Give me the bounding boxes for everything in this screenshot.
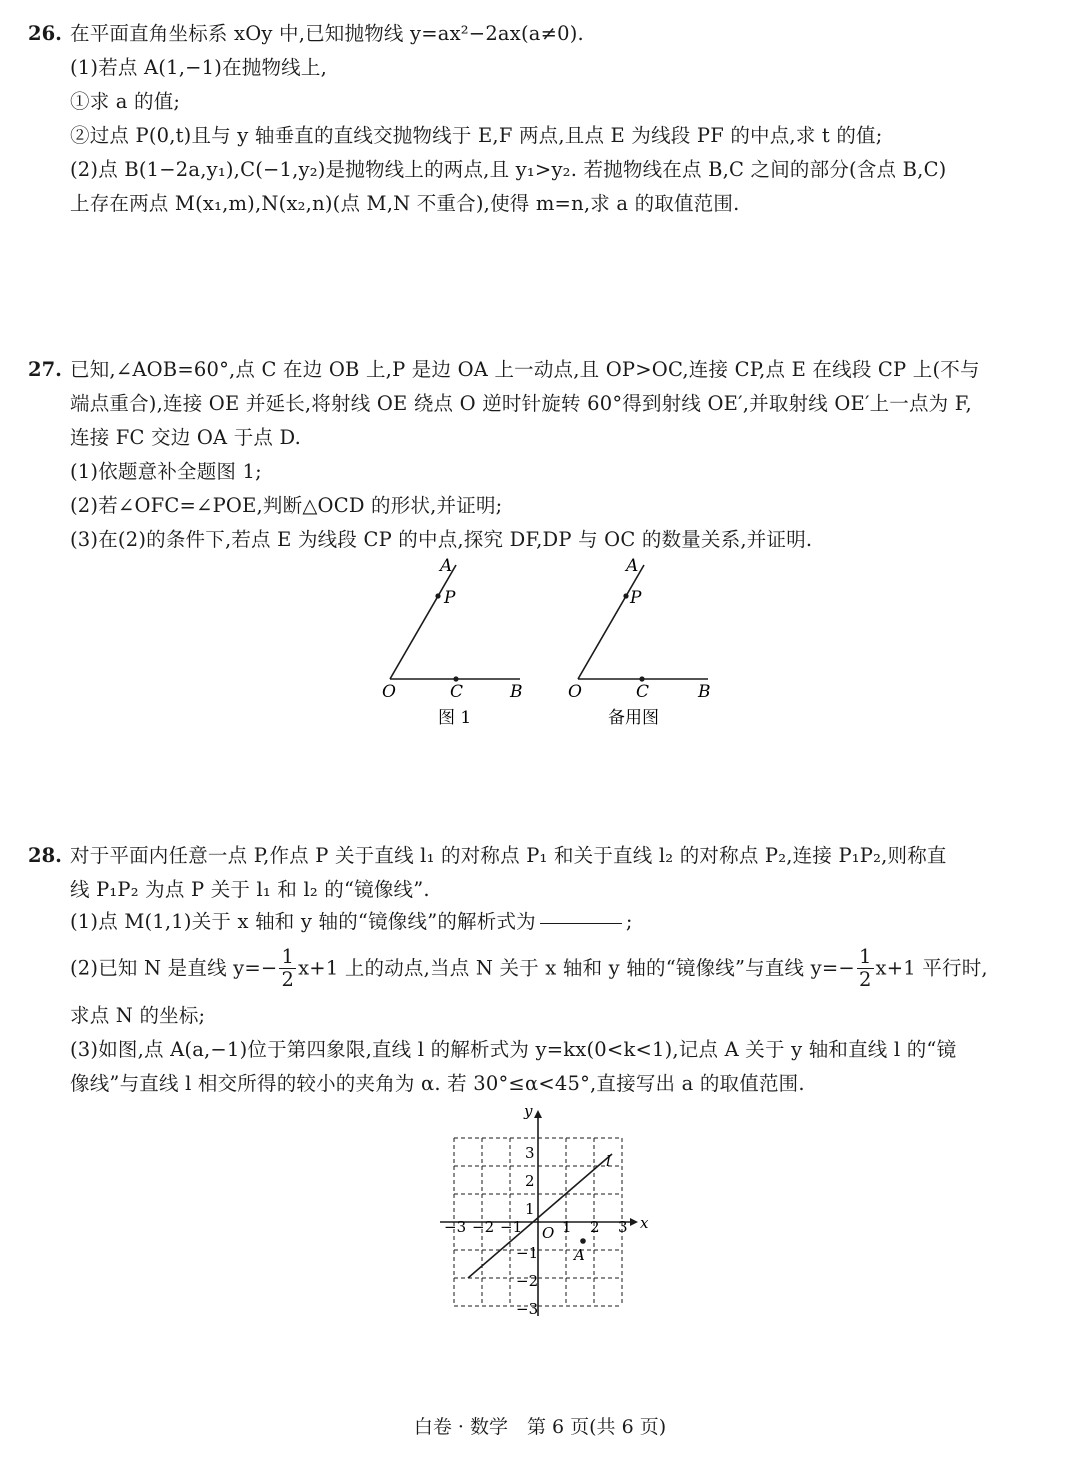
fraction-half (279, 946, 296, 991)
point-c-dot (453, 676, 458, 681)
backup-figure-caption: 备用图 (608, 708, 659, 728)
y-tick: −1 (516, 1244, 539, 1262)
answer-blank (540, 923, 622, 924)
q28-line-3-text: (1)点 M(1,1)关于 x 轴和 y 轴的“镜像线”的解析式为 (70, 910, 536, 933)
q28-line-5: 求点 N 的坐标; (70, 1004, 206, 1027)
q27-line-2: 端点重合),连接 OE 并延长,将射线 OE 绕点 O 逆时针旋转 60°得到射线 OE′,并取射线 OE′上一点为 F, (70, 392, 972, 415)
q27-line-3: 连接 FC 交边 OA 于点 D. (70, 426, 302, 449)
q28-line-4 (70, 944, 988, 993)
fraction-denominator: 2 (858, 968, 872, 991)
q28-line-4-b: x+1 上的动点,当点 N 关于 x 轴和 y 轴的“镜像线”与直线 y=− (298, 956, 855, 980)
q26-line-6: 上存在两点 M(x₁,m),N(x₂,n)(点 M,N 不重合),使得 m=n,求 a 的取值范围. (70, 192, 740, 215)
fraction-half (857, 946, 874, 991)
y-axis-label: y (524, 1102, 533, 1120)
q28-line-7: 像线”与直线 l 相交所得的较小的夹角为 α. 若 30°≤α<45°,直接写出 a 的取值范围. (70, 1072, 805, 1095)
q26-line-5: (2)点 B(1−2a,y₁),C(−1,y₂)是抛物线上的两点,且 y₁>y₂. 若抛物线在点 B,C 之间的部分(含点 B,C) (70, 158, 947, 181)
point-a-dot (580, 1238, 586, 1244)
label-b: B (698, 682, 711, 702)
coordinate-graph (432, 1098, 662, 1328)
label-b: B (510, 682, 523, 702)
question-28-number: 28. (28, 844, 62, 867)
q28-line-1: 对于平面内任意一点 P,作点 P 关于直线 l₁ 的对称点 P₁ 和关于直线 l₂ 的对称点 P₂,连接 P₁P₂,则称直 (70, 844, 947, 867)
q27-line-6: (3)在(2)的条件下,若点 E 为线段 CP 的中点,探究 DF,DP 与 OC 的数量关系,并证明. (70, 528, 813, 551)
figure-1 (370, 555, 540, 735)
x-tick: 3 (618, 1218, 628, 1236)
y-tick: −2 (516, 1272, 539, 1290)
q28-line-2: 线 P₁P₂ 为点 P 关于 l₁ 和 l₂ 的“镜像线”. (70, 878, 430, 901)
q28-line-3 (70, 908, 633, 936)
fraction-denominator: 2 (281, 968, 295, 991)
y-axis-arrow (534, 1110, 542, 1118)
x-tick: −2 (472, 1218, 495, 1236)
q28-line-4-c: x+1 平行时, (875, 956, 988, 980)
q28-line-6: (3)如图,点 A(a,−1)位于第四象限,直线 l 的解析式为 y=kx(0<k<1),记点 A 关于 y 轴和直线 l 的“镜 (70, 1038, 957, 1061)
q26-line-3: ①求 a 的值; (70, 90, 181, 113)
page-footer: 白卷 · 数学 第 6 页(共 6 页) (413, 1416, 667, 1438)
label-o: O (382, 682, 396, 702)
label-p: P (630, 588, 642, 608)
fraction-numerator: 1 (858, 945, 872, 968)
point-c-dot (639, 676, 644, 681)
q26-line-4: ②过点 P(0,t)且与 y 轴垂直的直线交抛物线于 E,F 两点,且点 E 为线段 PF 的中点,求 t 的值; (70, 124, 883, 147)
question-27-number: 27. (28, 358, 62, 381)
x-tick: −3 (444, 1218, 467, 1236)
point-p-dot (623, 593, 628, 598)
point-p-dot (435, 593, 440, 598)
figure-1-caption: 图 1 (438, 708, 472, 728)
origin-label: O (542, 1224, 555, 1242)
q27-line-5: (2)若∠OFC=∠POE,判断△OCD 的形状,并证明; (70, 494, 503, 517)
label-o: O (568, 682, 582, 702)
y-tick: −3 (516, 1300, 539, 1318)
label-c: C (636, 682, 650, 702)
y-tick: 3 (525, 1144, 535, 1162)
x-tick: −1 (500, 1218, 523, 1236)
label-p: P (444, 588, 456, 608)
x-axis-arrow (630, 1218, 638, 1226)
x-tick: 1 (562, 1218, 572, 1236)
line-l (468, 1154, 612, 1278)
q28-line-4-a: (2)已知 N 是直线 y=− (70, 956, 278, 980)
fraction-numerator: 1 (281, 945, 295, 968)
line-l-label: l (606, 1152, 611, 1170)
y-tick: 1 (525, 1200, 535, 1218)
q28-line-3-end: ; (625, 910, 633, 933)
x-tick: 2 (590, 1218, 600, 1236)
q26-line-1: 在平面直角坐标系 xOy 中,已知抛物线 y=ax²−2ax(a≠0). (70, 22, 584, 45)
q27-line-1: 已知,∠AOB=60°,点 C 在边 OB 上,P 是边 OA 上一动点,且 OP>OC,连接 CP,点 E 在线段 CP 上(不与 (70, 358, 980, 381)
x-axis-label: x (640, 1214, 649, 1232)
point-a-label: A (574, 1246, 585, 1264)
q26-line-2: (1)若点 A(1,−1)在抛物线上, (70, 56, 327, 79)
y-tick: 2 (525, 1172, 535, 1190)
q27-line-4: (1)依题意补全题图 1; (70, 460, 262, 483)
label-c: C (450, 682, 464, 702)
question-26-number: 26. (28, 22, 62, 45)
label-a: A (440, 556, 453, 576)
label-a: A (626, 556, 639, 576)
backup-figure (552, 555, 722, 735)
